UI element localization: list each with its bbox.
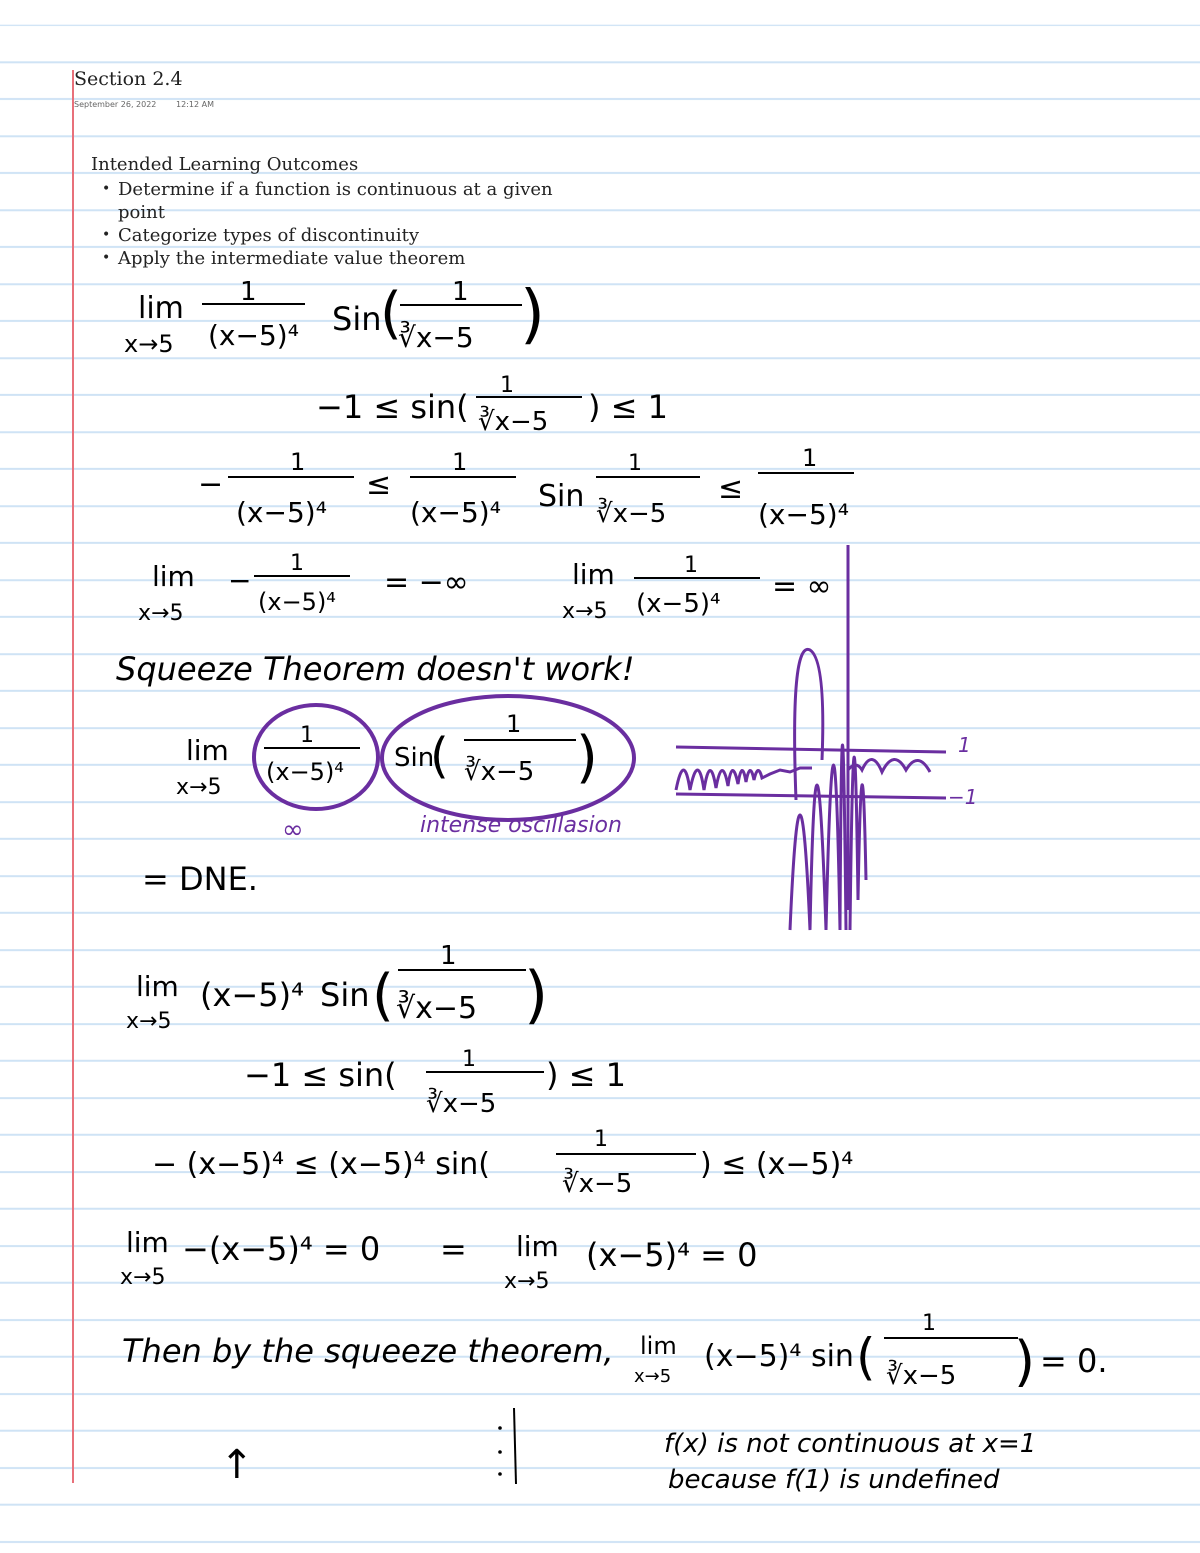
numerator: 1: [628, 451, 642, 476]
example1-bounds: [316, 373, 668, 437]
example2-limit: [126, 941, 548, 1034]
cube-root: ∛x−5: [398, 321, 474, 354]
paren: (: [372, 963, 394, 1028]
squeeze-fail-note: Squeeze Theorem doesn't work!: [116, 650, 635, 688]
cube-root: ∛x−5: [596, 499, 667, 529]
paren: ): [520, 278, 545, 352]
numerator: 1: [290, 551, 304, 576]
numerator: 1: [802, 444, 818, 472]
lim-approach: x→5: [562, 599, 608, 624]
sketch-line: [514, 1408, 516, 1484]
page-date: September 26, 2022: [74, 100, 157, 109]
inequality-right: ) ≤ 1: [546, 1056, 626, 1094]
oscillation-note: intense oscillasion: [420, 813, 622, 838]
conclusion-equals: = 0.: [1040, 1342, 1108, 1380]
graph-upper-bound: [676, 747, 946, 752]
paren: (: [380, 281, 402, 346]
outcomes-heading: Intended Learning Outcomes: [91, 154, 359, 175]
lim-approach: x→5: [138, 601, 184, 626]
sketch-dot: [498, 1472, 502, 1476]
cube-root: ∛x−5: [396, 991, 478, 1026]
inequality-left: −1 ≤ sin(: [244, 1056, 397, 1094]
numerator: 1: [684, 553, 698, 578]
lim-label: lim: [138, 291, 184, 326]
example1-limit: [124, 277, 545, 358]
paren: ): [1014, 1330, 1036, 1393]
lim-left: −(x−5)⁴ = 0: [182, 1230, 381, 1268]
numerator: 1: [506, 710, 522, 738]
denominator: (x−5)⁴: [236, 496, 327, 529]
factor: (x−5)⁴: [200, 976, 304, 1014]
cube-root: ∛x−5: [562, 1169, 633, 1199]
cube-root: ∛x−5: [478, 407, 549, 437]
lim-label: lim: [126, 1226, 169, 1259]
denominator: (x−5)⁴: [266, 758, 344, 786]
leq: ≤: [718, 471, 744, 506]
lim-approach: x→5: [634, 1366, 672, 1387]
cube-root: ∛x−5: [886, 1361, 957, 1391]
dne-result: = DNE.: [142, 860, 258, 898]
inequality-left: −1 ≤ sin(: [316, 388, 469, 426]
lim-approach: x→5: [176, 775, 222, 800]
numerator: 1: [240, 277, 257, 307]
conclusion-text: Then by the squeeze theorem,: [122, 1332, 614, 1370]
lim-approach: x→5: [504, 1269, 550, 1294]
numerator: 1: [440, 941, 457, 971]
inequality-right: ) ≤ (x−5)⁴: [700, 1147, 854, 1182]
graph-lower-bound: [676, 794, 946, 798]
note-line2: because f(1) is undefined: [668, 1465, 1000, 1495]
sin-label: Sin: [538, 479, 585, 514]
denominator: (x−5)⁴: [410, 496, 501, 529]
numerator: 1: [922, 1311, 936, 1336]
cube-root: ∛x−5: [426, 1089, 497, 1119]
inequality-right: ) ≤ 1: [588, 388, 668, 426]
outcome-item: • Determine if a function is continuous at a given point: [100, 178, 558, 224]
lim-label: lim: [152, 560, 195, 593]
page-time: 12:12 AM: [176, 100, 214, 109]
example1-side-limits: [138, 551, 832, 626]
example2-bounds: [244, 1047, 626, 1119]
neg-infinity: = −∞: [384, 565, 469, 600]
leq: ≤: [366, 467, 392, 502]
pos-infinity: = ∞: [772, 569, 832, 604]
circle-annotation: [254, 705, 378, 809]
numerator: 1: [594, 1127, 608, 1152]
inequality-left: − (x−5)⁴ ≤ (x−5)⁴ sin(: [152, 1147, 490, 1182]
numerator: 1: [300, 723, 314, 748]
infinity-note: ∞: [282, 815, 304, 845]
denominator: (x−5)⁴: [258, 588, 336, 616]
paren: (: [430, 728, 449, 784]
graph-upper-label: 1: [958, 733, 971, 757]
graph-lower-label: −1: [948, 785, 978, 809]
lim-right: (x−5)⁴ = 0: [586, 1236, 758, 1274]
lim-label: lim: [516, 1230, 559, 1263]
conclusion: [122, 1311, 1108, 1393]
denominator: (x−5)⁴: [636, 589, 721, 619]
paren: ): [576, 725, 598, 790]
note-line1: f(x) is not continuous at x=1: [664, 1429, 1037, 1459]
sin-label: Sin: [394, 743, 435, 773]
lim-label: lim: [186, 734, 229, 767]
outcome-item: • Apply the intermediate value theorem: [100, 247, 558, 270]
paren: ): [524, 958, 549, 1031]
bottom-notes: [220, 1408, 1036, 1495]
sin-label: Sin: [320, 976, 370, 1014]
lim-approach: x→5: [126, 1009, 172, 1034]
sketch-dot: [498, 1426, 502, 1430]
numerator: 1: [500, 373, 514, 398]
equals: =: [440, 1230, 467, 1268]
sketch-dot: [498, 1450, 502, 1454]
paren: (: [856, 1328, 876, 1386]
cube-root: ∛x−5: [464, 757, 535, 787]
conclusion-expression: (x−5)⁴ sin: [704, 1339, 854, 1374]
example2-side-limits: [120, 1226, 757, 1294]
lim-label: lim: [136, 970, 179, 1003]
page-title: Section 2.4: [74, 68, 183, 90]
sin-label: Sin: [332, 300, 382, 338]
neg-sign: −: [198, 467, 224, 502]
lim-approach: x→5: [120, 1265, 166, 1290]
denominator: (x−5)⁴: [758, 498, 849, 531]
numerator: 1: [452, 277, 469, 307]
lim-approach: x→5: [124, 330, 174, 358]
factor-analysis: [176, 696, 634, 845]
numerator: 1: [290, 448, 306, 476]
denominator: (x−5)⁴: [208, 319, 299, 352]
lim-label: lim: [572, 558, 615, 591]
neg-sign: −: [228, 564, 252, 597]
outcome-item: • Categorize types of discontinuity: [100, 224, 558, 247]
up-arrow-icon: ↑: [220, 1442, 254, 1488]
example1-squeeze: [198, 444, 854, 531]
numerator: 1: [452, 448, 468, 476]
example2-squeeze: [152, 1127, 853, 1199]
lim-label: lim: [640, 1332, 677, 1360]
numerator: 1: [462, 1047, 476, 1072]
